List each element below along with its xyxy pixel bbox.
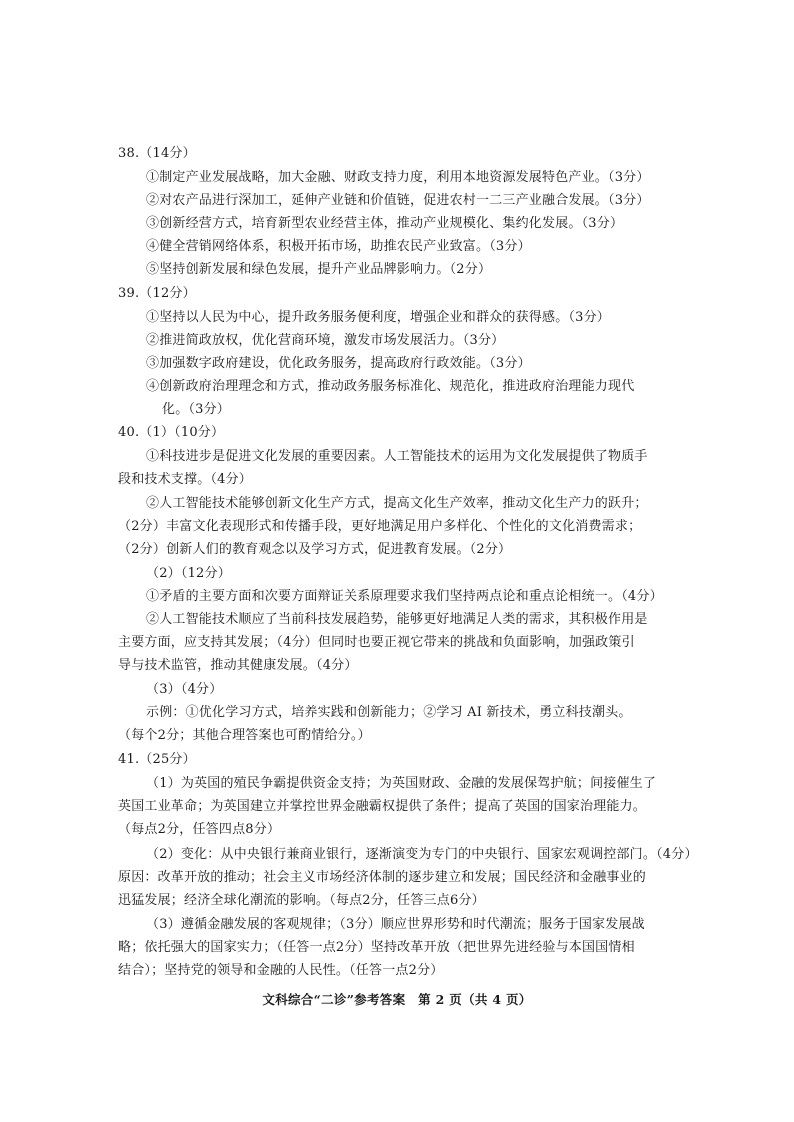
q41-line-8: 略；依托强大的国家实力；（任答一点2分）坚持改革开放（把世界先进经验与本国国情相 <box>118 940 635 955</box>
q38-item-3: ③创新经营方式，培育新型农业经营主体，推动产业规模化、集约化发展。（3分） <box>146 216 624 231</box>
q40-part3-heading: （3）（4分） <box>146 682 223 697</box>
q40-part3-line-1: 示例：①优化学习方式，培养实践和创新能力；②学习 AI 新技术，勇立科技潮头。 <box>146 705 632 720</box>
q41-heading: 41.（25分） <box>118 752 196 767</box>
q38-item-1: ①制定产业发展战略，加大金融、财政支持力度，利用本地资源发展特色产业。（3分） <box>146 170 650 185</box>
q40-part2-line-2: ②人工智能技术顺应了当前科技发展趋势，能够更好地满足人类的需求，其积极作用是 <box>146 612 648 627</box>
q41-line-2: 英国工业革命；为英国建立并掌控世界金融霸权提供了条件；提高了英国的国家治理能力。 <box>118 799 647 814</box>
q41-line-7: （3）遵循金融发展的客观规律；（3分）顺应世界形势和时代潮流；服务于国家发展战 <box>146 917 645 932</box>
q41-line-4: （2）变化：从中央银行兼商业银行，逐渐演变为专门的中央银行、国家宏观调控部门。（4分） <box>146 847 698 862</box>
q41-line-1: （1）为英国的殖民争霸提供资金支持；为英国财政、金融的发展保驾护航；间接催生了 <box>146 776 657 791</box>
q39-item-4-cont: 化。（3分） <box>162 402 230 417</box>
page-footer: 文科综合“二诊”参考答案 第 2 页（共 4 页） <box>262 992 532 1007</box>
q39-item-4: ④创新政府治理理念和方式，推动政务服务标准化、规范化，推进政府治理能力现代 <box>146 379 635 394</box>
q40-part1-line-1: ①科技进步是促进文化发展的重要因素。人工智能技术的运用为文化发展提供了物质手 <box>146 449 648 464</box>
q40-part2-line-4: 导与技术监管，推动其健康发展。（4分） <box>118 658 358 673</box>
q38-item-2: ②对农产品进行深加工，延伸产业链和价值链，促进农村一二三产业融合发展。（3分） <box>146 193 650 208</box>
q40-part2-line-3: 主要方面，应支持其发展；（4分）但同时也要正视它带来的挑战和负面影响，加强政策引 <box>118 635 635 650</box>
q39-heading: 39.（12分） <box>118 286 196 301</box>
q41-line-5: 原因：改革开放的推动；社会主义市场经济体制的逐步建立和发展；国民经济和金融事业的 <box>118 870 647 885</box>
q40-part1-line-4: （2分）丰富文化表现形式和传播手段，更好地满足用户多样化、个性化的文化消费需求； <box>118 519 642 534</box>
q40-part2-heading: （2）（12分） <box>146 566 231 581</box>
q41-line-3: （每点2分，任答四点8分） <box>118 822 281 837</box>
q38-heading: 38.（14分） <box>118 146 196 161</box>
q38-item-4: ④健全营销网络体系，积极开拓市场，助推农民产业致富。（3分） <box>146 239 531 254</box>
q40-heading: 40.（1）（10分） <box>118 425 225 440</box>
q40-part1-line-5: （2分）创新人们的教育观念以及学习方式，促进教育发展。（2分） <box>118 542 512 557</box>
q40-part1-line-3: ②人工智能技术能够创新文化生产方式，提高文化生产效率，推动文化生产力的跃升； <box>146 496 648 511</box>
q40-part2-line-1: ①矛盾的主要方面和次要方面辩证关系原理要求我们坚持两点论和重点论相统一。（4分） <box>146 589 663 604</box>
q40-part1-line-2: 段和技术支撑。（4分） <box>118 472 252 487</box>
q41-line-6: 迅猛发展；经济全球化潮流的影响。（每点2分，任答三点6分） <box>118 893 485 908</box>
q39-item-2: ②推进简政放权，优化营商环境，激发市场发展活力。（3分） <box>146 333 505 348</box>
q38-item-5: ⑤坚持创新发展和绿色发展，提升产业品牌影响力。（2分） <box>146 262 492 277</box>
q39-item-1: ①坚持以人民为中心，提升政务服务便利度，增强企业和群众的获得感。（3分） <box>146 310 610 325</box>
q40-part3-line-2: （每个2分；其他合理答案也可酌情给分。） <box>118 728 371 743</box>
q39-item-3: ③加强数字政府建设，优化政务服务，提高政府行政效能。（3分） <box>146 356 531 371</box>
q41-line-9: 结合）；坚持党的领导和金融的人民性。（任答一点2分） <box>118 963 444 978</box>
